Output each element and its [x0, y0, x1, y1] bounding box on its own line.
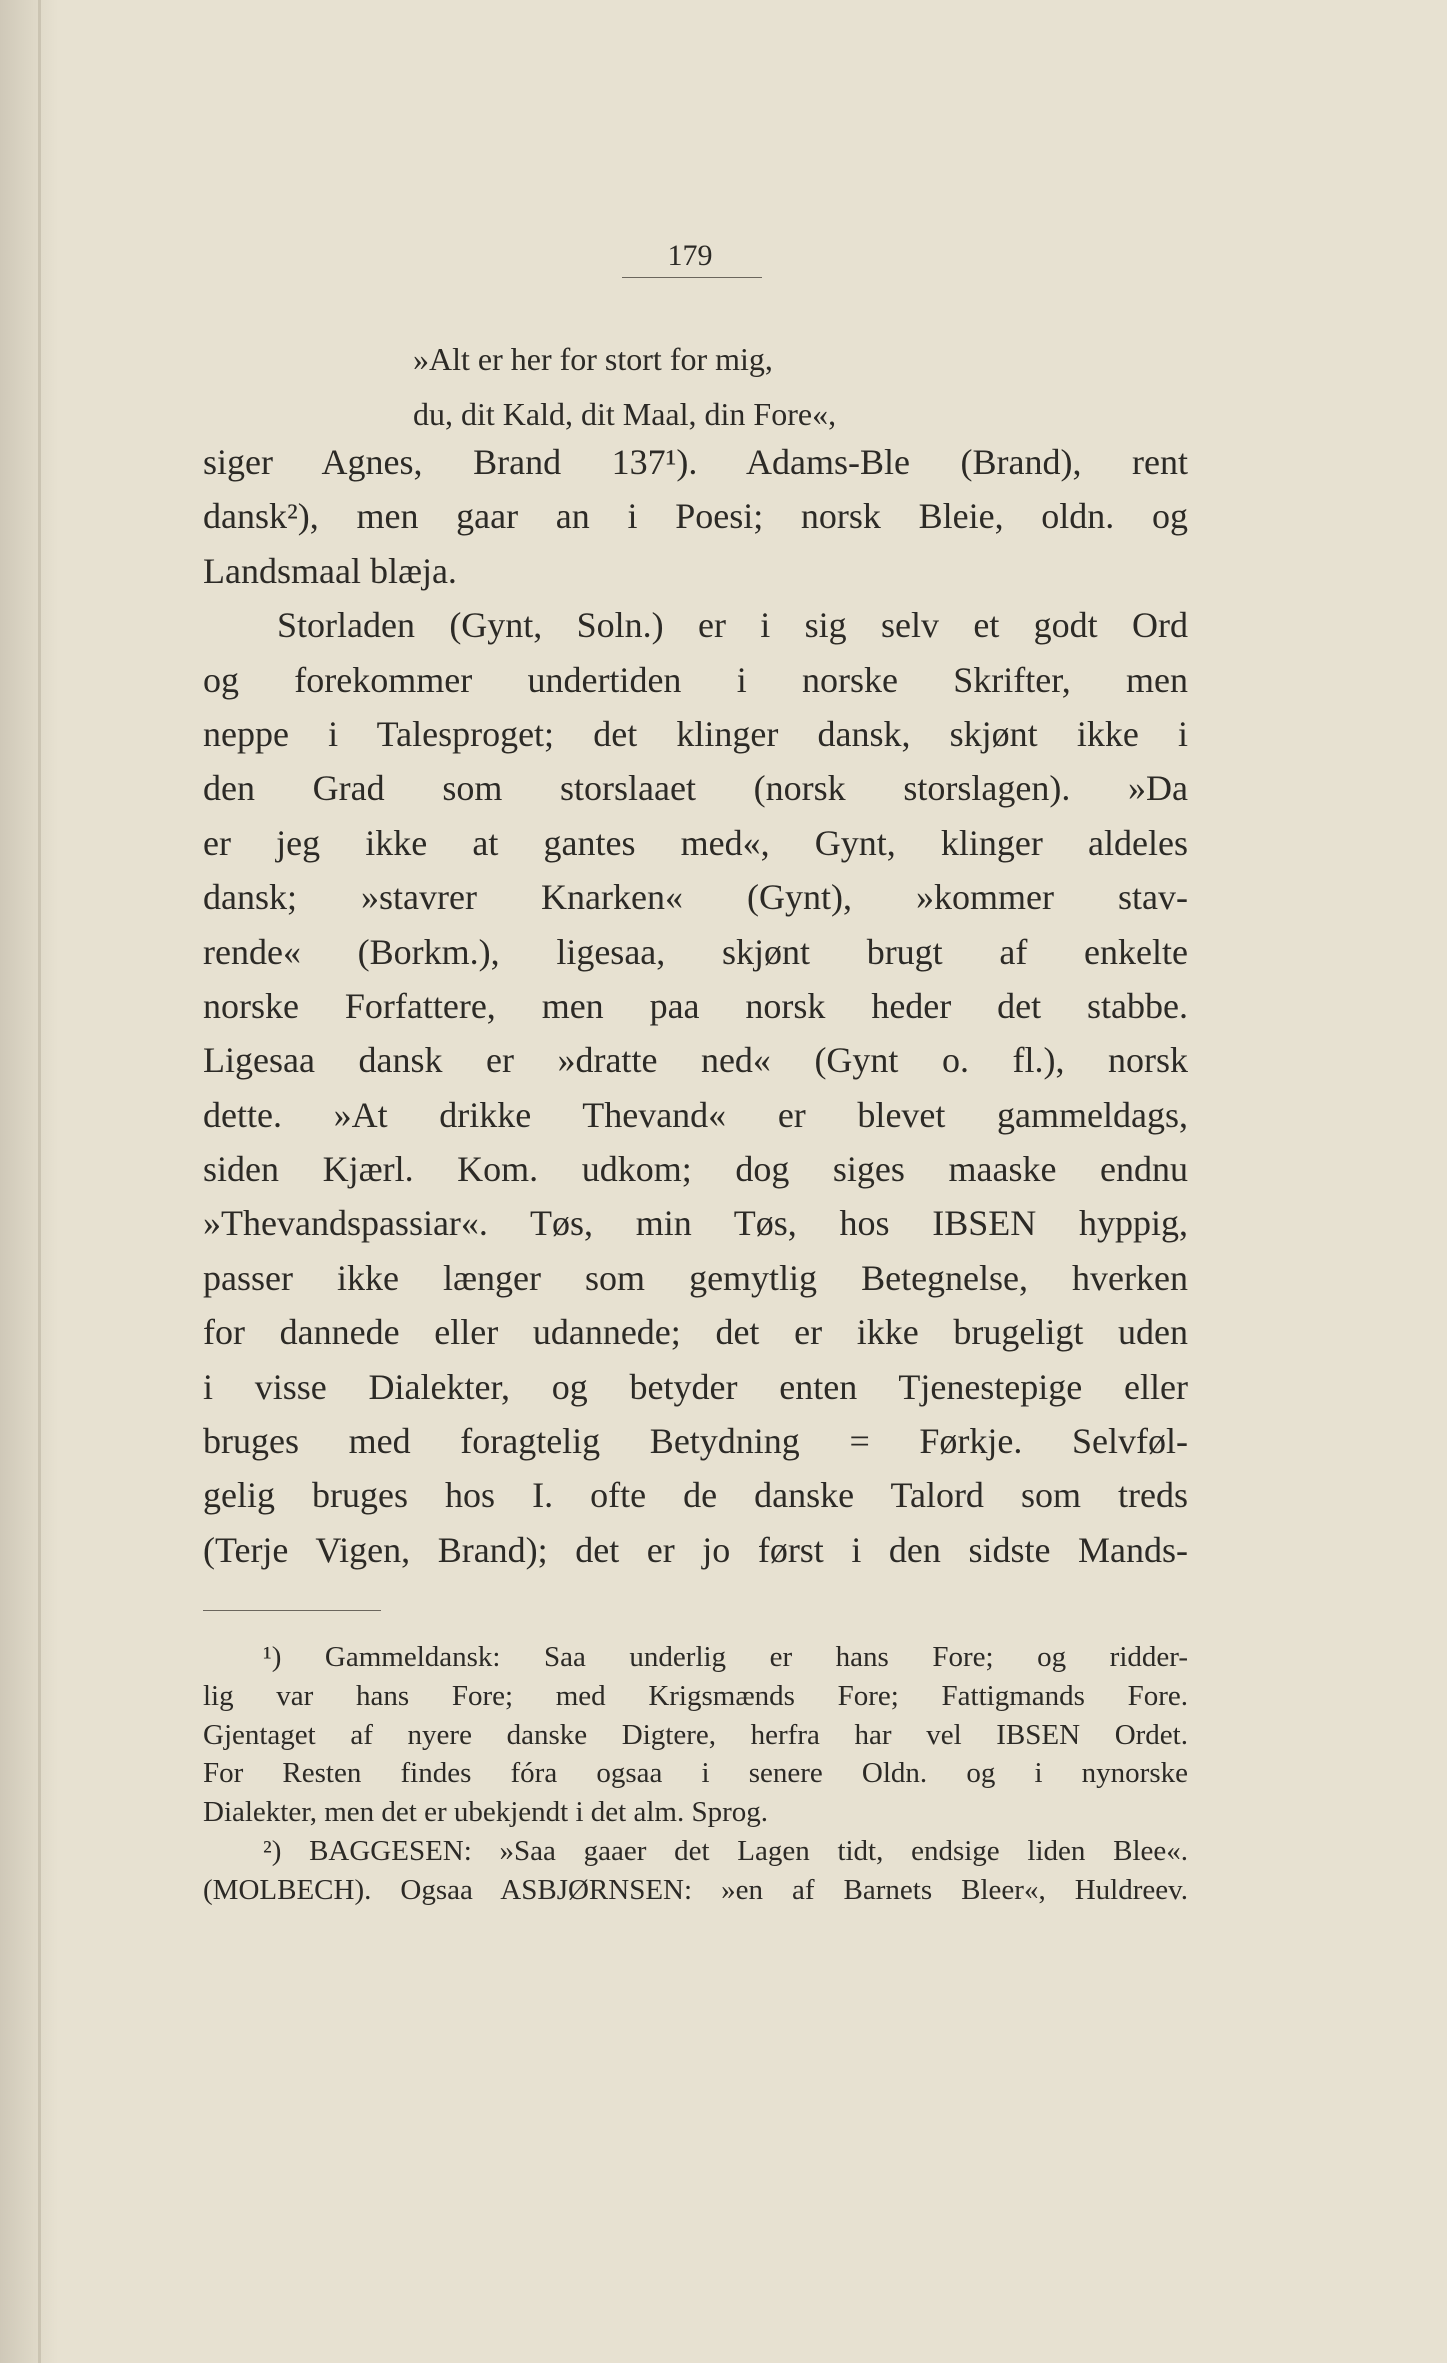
quote-line-2: du, dit Kald, dit Maal, din Fore«,: [413, 396, 837, 432]
body-line: norske Forfattere, men paa norsk heder det stabbe.: [203, 985, 1188, 1026]
footnote-line: ¹) Gammeldansk: Saa underlig er hans Fore; og ridder-: [263, 1641, 1188, 1673]
footnote-line: Gjentaget af nyere danske Digtere, herfra har vel IBSEN Ordet.: [203, 1718, 1188, 1751]
body-text: [203, 435, 1188, 1577]
footnote-line: (MOLBECH). Ogsaa ASBJØRNSEN: »en af Barnets Bleer«, Huldreev.: [203, 1873, 1188, 1906]
body-line: Ligesaa dansk er »dratte ned« (Gynt o. fl.), norsk: [203, 1040, 1188, 1081]
body-line: gelig bruges hos I. ofte de danske Talord som treds: [203, 1475, 1188, 1516]
page-binding-edge: [0, 0, 58, 2363]
footnote-line: For Resten findes fóra ogsaa i senere Oldn. og i nynorske: [203, 1757, 1188, 1790]
body-line: for dannede eller udannede; det er ikke brugeligt uden: [203, 1312, 1188, 1353]
footnote-line: lig var hans Fore; med Krigsmænds Fore; Fattigmands Fore.: [203, 1679, 1188, 1712]
body-line: dansk²), men gaar an i Poesi; norsk Bleie, oldn. og: [203, 496, 1188, 537]
body-line: og forekommer undertiden i norske Skrifter, men: [203, 659, 1188, 700]
footnote-line: Dialekter, men det er ubekjendt i det alm. Sprog.: [203, 1796, 768, 1829]
body-line: dansk; »stavrer Knarken« (Gynt), »kommer stav-: [203, 877, 1188, 918]
footnote-line: ²) BAGGESEN: »Saa gaaer det Lagen tidt, endsige liden Blee«.: [263, 1834, 1188, 1867]
body-line: neppe i Talesproget; det klinger dansk, skjønt ikke i: [203, 713, 1188, 754]
footnote-rule: [203, 1610, 381, 1611]
body-line: i visse Dialekter, og betyder enten Tjenestepige eller: [203, 1366, 1188, 1407]
footnotes: [203, 1638, 1188, 1910]
body-line: siger Agnes, Brand 137¹). Adams-Ble (Brand), rent: [203, 442, 1188, 482]
body-line: passer ikke længer som gemytlig Betegnelse, hverken: [203, 1257, 1188, 1298]
verse-quote: [413, 332, 836, 442]
body-line: bruges med foragtelig Betydning = Førkje. Selvføl-: [203, 1421, 1188, 1462]
page-number: 179: [667, 239, 713, 272]
body-line: Storladen (Gynt, Soln.) er i sig selv et godt Ord: [277, 605, 1188, 646]
body-line: er jeg ikke at gantes med«, Gynt, klinger aldeles: [203, 822, 1188, 863]
body-line: siden Kjærl. Kom. udkom; dog siges maaske endnu: [203, 1149, 1188, 1190]
body-line: Landsmaal blæja.: [203, 550, 457, 591]
page-number-rule: [622, 277, 762, 278]
body-line: »Thevandspassiar«. Tøs, min Tøs, hos IBSEN hyppig,: [203, 1203, 1188, 1244]
body-line: dette. »At drikke Thevand« er blevet gammeldags,: [203, 1094, 1188, 1135]
body-line: (Terje Vigen, Brand); det er jo først i den sidste Mands-: [203, 1529, 1188, 1570]
body-line: rende« (Borkm.), ligesaa, skjønt brugt af enkelte: [203, 931, 1188, 972]
quote-line-1: »Alt er her for stort for mig,: [413, 341, 773, 377]
body-line: den Grad som storslaaet (norsk storslagen). »Da: [203, 768, 1188, 809]
